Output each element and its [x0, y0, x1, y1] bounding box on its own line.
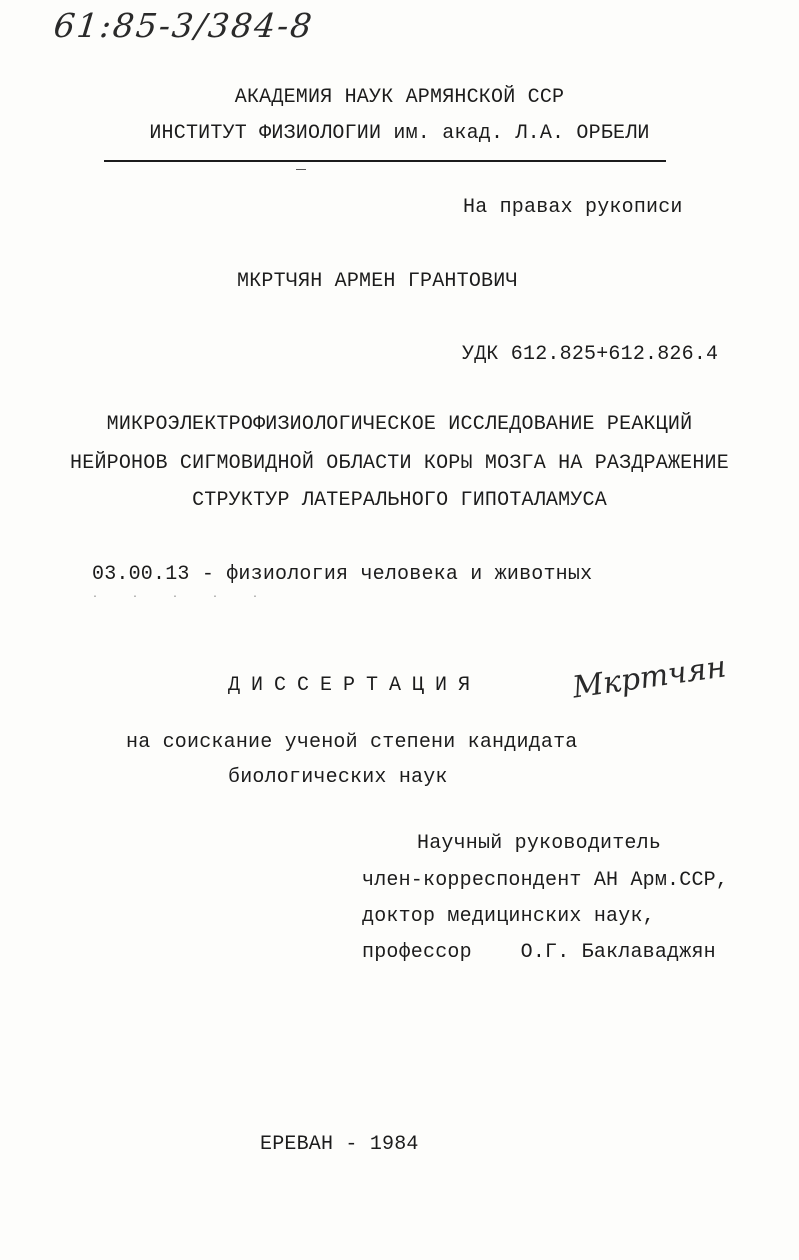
academy-name: АКАДЕМИЯ НАУК АРМЯНСКОЙ ССР: [234, 86, 565, 109]
udc-code: УДК 612.825+612.826.4: [462, 343, 719, 366]
supervisor-membership: член-корреспондент АН Арм.ССР,: [362, 869, 729, 892]
supervisor-degree: доктор медицинских наук,: [362, 905, 655, 928]
title-line-1: МИКРОЭЛЕКТРОФИЗИОЛОГИЧЕСКОЕ ИССЛЕДОВАНИЕ РЕАКЦИЙ: [106, 413, 693, 436]
specialty-code: 03.00.13 - физиология человека и животных: [92, 563, 593, 586]
title-line-2: НЕЙРОНОВ СИГМОВИДНОЙ ОБЛАСТИ КОРЫ МОЗГА НА РАЗДРАЖЕНИЕ: [70, 452, 729, 475]
supervisor-role: Научный руководитель: [417, 832, 662, 855]
title-line-3: СТРУКТУР ЛАТЕРАЛЬНОГО ГИПОТАЛАМУСА: [192, 489, 607, 512]
manuscript-rights: На правах рукописи: [463, 196, 683, 219]
archive-code: 61:85-3/384-8: [51, 6, 316, 45]
supervisor-name: профессор О.Г. Баклаваджян: [362, 941, 716, 964]
degree-line-1: на соискание ученой степени кандидата: [126, 731, 578, 754]
author-name: МКРТЧЯН АРМЕН ГРАНТОВИЧ: [237, 270, 518, 293]
document-type: ДИССЕРТАЦИЯ: [228, 674, 482, 697]
institute-name: ИНСТИТУТ ФИЗИОЛОГИИ им. акад. Л.А. ОРБЕЛИ: [149, 122, 650, 145]
divider-mark: [296, 169, 306, 170]
place-year: ЕРЕВАН - 1984: [260, 1133, 419, 1156]
header-divider: [104, 160, 666, 162]
degree-line-2: биологических наук: [228, 766, 448, 789]
author-signature: Мкртчян: [570, 649, 729, 706]
decorative-dots: · · · · ·: [92, 592, 273, 603]
